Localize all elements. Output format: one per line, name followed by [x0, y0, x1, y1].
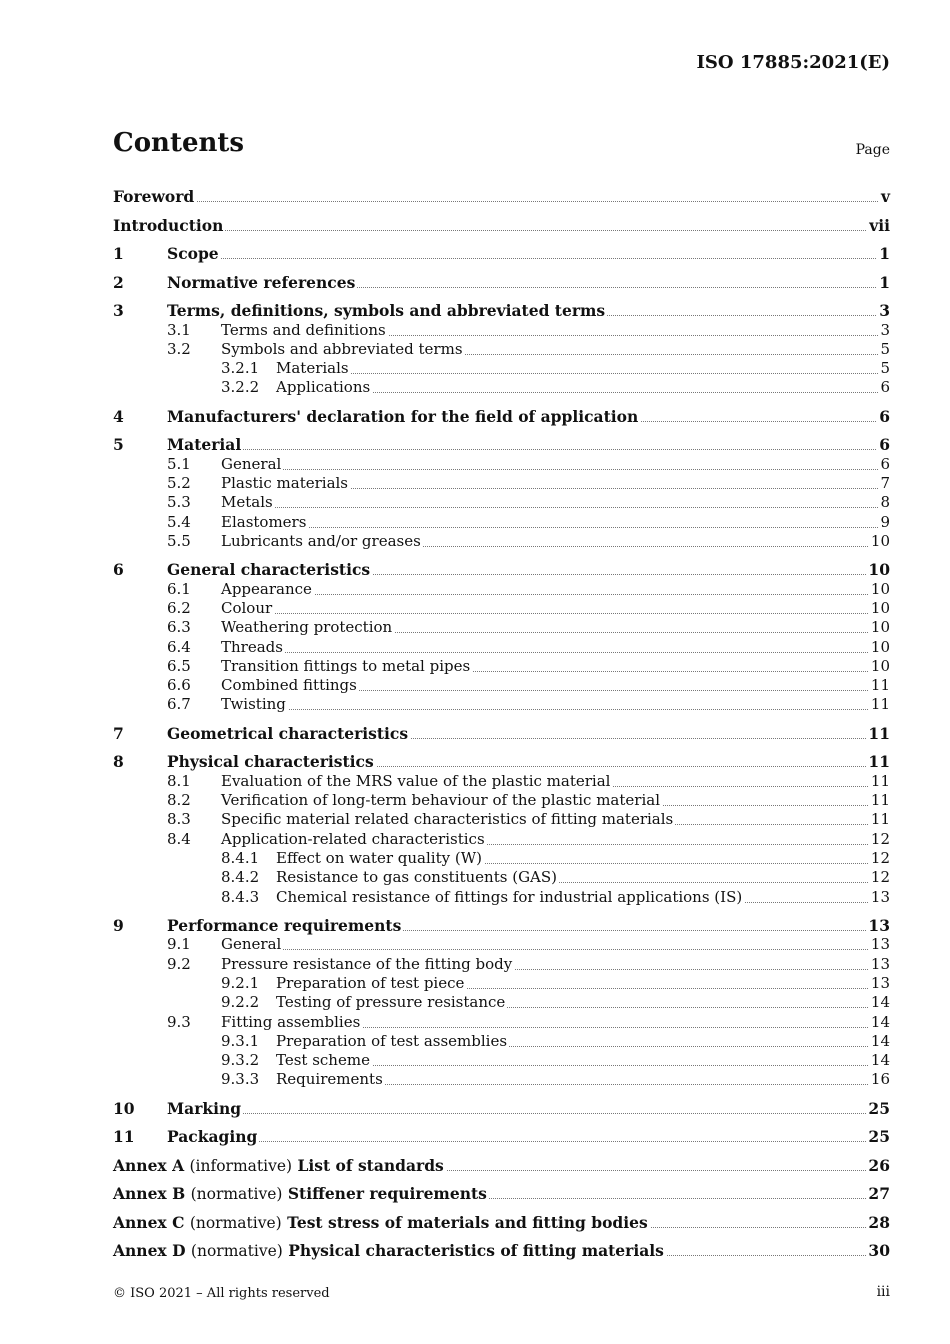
toc-annex-entry[interactable]: [113, 1184, 890, 1204]
toc-entry-number: 9: [113, 915, 124, 935]
toc-entry[interactable]: [113, 599, 890, 618]
toc-dot-leader: [221, 592, 890, 595]
page-title: Contents: [113, 128, 245, 158]
toc-annex-entry[interactable]: [113, 1213, 890, 1233]
toc-entry-title[interactable]: Symbols and abbreviated terms: [221, 339, 463, 358]
toc-entry-title[interactable]: Physical characteristics: [167, 752, 374, 772]
table-of-contents: [113, 184, 890, 1261]
toc-dot-leader: [221, 467, 890, 470]
toc-entry-number: 6.4: [167, 637, 191, 656]
toc-entry-title[interactable]: [113, 1241, 666, 1261]
toc-page-number: 11: [870, 810, 890, 829]
toc-entry-number: 9.2.2: [221, 993, 260, 1012]
toc-page-number: 13: [870, 973, 890, 992]
toc-entry[interactable]: [113, 868, 890, 887]
toc-dot-leader: [221, 650, 890, 653]
toc-entry[interactable]: [113, 244, 890, 264]
toc-entry[interactable]: [113, 772, 890, 791]
toc-entry-number: 6.3: [167, 618, 191, 637]
toc-entry[interactable]: [113, 1070, 890, 1089]
toc-dot-leader: [221, 505, 890, 508]
toc-page-number: 1: [879, 272, 890, 292]
toc-page-number: 12: [870, 868, 890, 887]
toc-page-number: 16: [870, 1070, 890, 1089]
toc-entry-number: 9.2: [167, 954, 191, 973]
toc-page-number: 6: [879, 435, 890, 455]
toc-entry[interactable]: [113, 724, 890, 744]
toc-dot-leader: [221, 525, 890, 528]
toc-entry[interactable]: [113, 513, 890, 532]
toc-entry[interactable]: [113, 618, 890, 637]
toc-dot-leader: [167, 1139, 890, 1142]
toc-entry[interactable]: [113, 888, 890, 907]
toc-page-number: 7: [880, 473, 890, 492]
toc-page-number: 25: [868, 1127, 890, 1147]
toc-entry-number: 6.6: [167, 676, 191, 695]
toc-entry-title[interactable]: Metals: [221, 493, 273, 512]
toc-entry-title[interactable]: Foreword: [113, 187, 195, 206]
toc-page-number: 11: [868, 752, 890, 772]
toc-entry-title[interactable]: Manufacturers' declaration for the field of application: [167, 406, 639, 426]
toc-entry-number: 5.2: [167, 473, 191, 492]
toc-page-number: 10: [870, 579, 890, 598]
toc-entry-title[interactable]: Threads: [221, 637, 283, 656]
toc-page-number: 12: [870, 829, 890, 848]
toc-entry[interactable]: [113, 321, 890, 340]
toc-entry-title[interactable]: Pressure resistance of the fitting body: [221, 954, 513, 973]
toc-entry-number: 3.1: [167, 320, 191, 339]
toc-page-number: 3: [880, 320, 890, 339]
toc-entry[interactable]: [113, 955, 890, 974]
toc-page-number: 5: [880, 339, 890, 358]
toc-dot-leader: [221, 611, 890, 614]
toc-entry-title[interactable]: General characteristics: [167, 560, 371, 580]
toc-entry-number: 9.3.3: [221, 1070, 260, 1089]
annex-title: Stiffener requirements: [287, 1184, 487, 1204]
toc-entry-number: 5: [113, 435, 124, 455]
toc-page-number: 26: [868, 1155, 890, 1175]
toc-page-number: 13: [870, 935, 890, 954]
toc-page-number: 11: [870, 771, 890, 790]
page-column-label: Page: [855, 142, 890, 158]
toc-entry-number: 6.5: [167, 656, 191, 675]
toc-page-number: 14: [870, 1031, 890, 1050]
toc-entry-number: 6: [113, 560, 124, 580]
toc-entry[interactable]: [113, 301, 890, 321]
toc-entry-number: 4: [113, 406, 124, 426]
toc-entry[interactable]: [113, 810, 890, 829]
toc-entry-title[interactable]: Marking: [167, 1098, 242, 1118]
toc-entry[interactable]: [113, 791, 890, 810]
toc-entry[interactable]: [113, 216, 890, 236]
toc-entry-number: 5.4: [167, 512, 191, 531]
toc-entry-title[interactable]: Plastic materials: [221, 473, 349, 492]
toc-page-number: 10: [870, 656, 890, 675]
toc-entry-title[interactable]: General: [221, 935, 282, 954]
toc-entry[interactable]: [113, 435, 890, 455]
toc-dot-leader: [113, 228, 890, 231]
toc-entry-number: 8.2: [167, 791, 191, 810]
toc-page-number: 6: [879, 406, 890, 426]
toc-entry-title[interactable]: Transition fittings to metal pipes: [221, 656, 471, 675]
toc-entry[interactable]: [113, 455, 890, 474]
annex-label: Annex B: [113, 1184, 186, 1204]
toc-entry-title[interactable]: Chemical resistance of fittings for industrial applications (IS): [276, 887, 743, 906]
toc-entry[interactable]: [113, 474, 890, 493]
toc-page-number: 5: [880, 359, 890, 378]
toc-page-number: 11: [870, 676, 890, 695]
toc-entry-title[interactable]: Introduction: [113, 215, 224, 235]
toc-page-number: 14: [870, 1012, 890, 1031]
copyright-notice: © ISO 2021 – All rights reserved: [113, 1286, 330, 1301]
toc-entry-number: 7: [113, 723, 124, 743]
toc-entry-title[interactable]: Terms and definitions: [221, 320, 386, 339]
toc-entry-title[interactable]: Scope: [167, 244, 219, 263]
toc-page-number: v: [880, 187, 890, 206]
toc-entry[interactable]: [113, 378, 890, 397]
toc-entry[interactable]: [113, 273, 890, 293]
toc-page-number: 27: [868, 1184, 890, 1204]
toc-entry-number: 10: [113, 1098, 135, 1118]
toc-entry-number: 1: [113, 244, 124, 263]
toc-entry-title[interactable]: Test scheme: [276, 1051, 370, 1070]
toc-page-number: 6: [880, 454, 890, 473]
toc-page-number: 14: [870, 993, 890, 1012]
annex-title: Physical characteristics of fitting materials: [288, 1241, 664, 1261]
toc-page-number: 11: [868, 723, 890, 743]
toc-page-number: 13: [870, 954, 890, 973]
annex-title: Test stress of materials and fitting bodies: [287, 1212, 648, 1232]
toc-entry-number: 9.3.1: [221, 1031, 260, 1050]
toc-page-number: 25: [868, 1098, 890, 1118]
toc-dot-leader: [221, 707, 890, 710]
toc-entry[interactable]: [113, 1013, 890, 1032]
toc-entry-title[interactable]: Evaluation of the MRS value of the plastic material: [221, 771, 611, 790]
toc-entry-title[interactable]: Materials: [276, 359, 349, 378]
toc-page-number: 10: [870, 531, 890, 550]
toc-entry-title[interactable]: Resistance to gas constituents (GAS): [276, 868, 558, 887]
toc-entry[interactable]: [113, 695, 890, 714]
toc-entry-number: 8.3: [167, 810, 191, 829]
toc-page-number: 28: [868, 1212, 890, 1232]
toc-entry[interactable]: [113, 187, 890, 207]
toc-entry-title[interactable]: Appearance: [221, 579, 312, 598]
toc-entry-number: 3.2: [167, 339, 191, 358]
toc-entry-title[interactable]: Verification of long-term behaviour of the plastic material: [221, 791, 660, 810]
toc-page-number: 8: [880, 493, 890, 512]
toc-entry[interactable]: [113, 532, 890, 551]
toc-entry-title[interactable]: Weathering protection: [221, 618, 393, 637]
toc-entry[interactable]: [113, 1099, 890, 1119]
annex-kind: (informative): [189, 1156, 293, 1175]
toc-entry-title[interactable]: Testing of pressure resistance: [276, 993, 506, 1012]
toc-entry-number: 8.1: [167, 771, 191, 790]
toc-entry-number: 6.2: [167, 598, 191, 617]
annex-kind: (normative): [189, 1213, 282, 1232]
toc-annex-entry[interactable]: [113, 1241, 890, 1261]
toc-entry[interactable]: [113, 1051, 890, 1070]
toc-entry-title[interactable]: Colour: [221, 598, 273, 617]
toc-entry-number: 3.2.1: [221, 359, 260, 378]
toc-page-number: 13: [870, 887, 890, 906]
toc-page-number: 6: [880, 378, 890, 397]
toc-entry-number: 8.4.2: [221, 868, 260, 887]
toc-entry[interactable]: [113, 974, 890, 993]
toc-entry-title[interactable]: Twisting: [221, 695, 286, 714]
toc-entry[interactable]: [113, 359, 890, 378]
annex-kind: (normative): [190, 1185, 283, 1204]
toc-entry-title[interactable]: Geometrical characteristics: [167, 723, 409, 743]
toc-entry-title[interactable]: [113, 1156, 446, 1176]
toc-page-number: 10: [870, 637, 890, 656]
toc-entry-title[interactable]: Effect on water quality (W): [276, 848, 482, 867]
toc-entry-title[interactable]: Applications: [276, 378, 371, 397]
annex-kind: (normative): [190, 1242, 283, 1261]
toc-page-number: 14: [870, 1051, 890, 1070]
toc-entry-title[interactable]: Performance requirements: [167, 915, 402, 935]
toc-entry-number: 5.1: [167, 454, 191, 473]
page-number: iii: [876, 1284, 890, 1300]
toc-page-number: 13: [868, 915, 890, 935]
toc-entry-number: 6.1: [167, 579, 191, 598]
toc-entry-number: 3: [113, 301, 124, 320]
standard-number: ISO 17885:2021(E): [696, 52, 890, 73]
toc-entry[interactable]: [113, 676, 890, 695]
toc-entry[interactable]: [113, 493, 890, 512]
annex-title: List of standards: [297, 1155, 444, 1175]
toc-entry-number: 8.4: [167, 829, 191, 848]
toc-page-number: 10: [870, 598, 890, 617]
annex-label: Annex D: [113, 1241, 186, 1261]
toc-page-number: 11: [870, 695, 890, 714]
toc-entry-title[interactable]: Fitting assemblies: [221, 1012, 361, 1031]
toc-entry[interactable]: [113, 580, 890, 599]
annex-label: Annex C: [113, 1212, 185, 1232]
toc-entry-title[interactable]: Normative references: [167, 272, 356, 292]
toc-page-number: 3: [879, 301, 890, 320]
toc-entry[interactable]: [113, 657, 890, 676]
annex-label: Annex A: [113, 1155, 185, 1175]
toc-entry[interactable]: [113, 560, 890, 580]
toc-entry-title[interactable]: Requirements: [276, 1070, 383, 1089]
toc-entry-number: 3.2.2: [221, 378, 260, 397]
toc-page-number: 12: [870, 848, 890, 867]
toc-entry[interactable]: [113, 849, 890, 868]
toc-entry[interactable]: [113, 830, 890, 849]
toc-entry[interactable]: [113, 916, 890, 936]
toc-entry-title[interactable]: Material: [167, 435, 242, 455]
toc-entry[interactable]: [113, 1127, 890, 1147]
toc-entry[interactable]: [113, 638, 890, 657]
toc-dot-leader: [167, 1111, 890, 1114]
toc-entry-number: 8: [113, 752, 124, 772]
toc-entry[interactable]: [113, 1032, 890, 1051]
toc-dot-leader: [276, 371, 890, 374]
toc-entry-title[interactable]: Lubricants and/or greases: [221, 531, 421, 550]
toc-entry-title[interactable]: Preparation of test piece: [276, 973, 465, 992]
toc-entry-title[interactable]: Application-related characteristics: [221, 829, 485, 848]
toc-entry-number: 5.5: [167, 531, 191, 550]
toc-page-number: 30: [868, 1241, 890, 1261]
toc-dot-leader: [221, 947, 890, 950]
toc-entry-number: 9.2.1: [221, 973, 260, 992]
toc-entry-title[interactable]: Elastomers: [221, 512, 307, 531]
toc-entry[interactable]: [113, 407, 890, 427]
toc-page-number: 10: [870, 618, 890, 637]
toc-dot-leader: [167, 256, 890, 259]
toc-entry-number: 9.3.2: [221, 1051, 260, 1070]
toc-entry-number: 8.4.1: [221, 848, 260, 867]
toc-entry-number: 9.1: [167, 935, 191, 954]
toc-entry-title[interactable]: General: [221, 454, 282, 473]
toc-page-number: 11: [870, 791, 890, 810]
toc-entry-title[interactable]: Combined fittings: [221, 676, 357, 695]
toc-entry-title[interactable]: [113, 1213, 650, 1233]
toc-dot-leader: [167, 447, 890, 450]
toc-entry[interactable]: [113, 752, 890, 772]
toc-page-number: 1: [879, 244, 890, 263]
toc-page-number: 9: [880, 512, 890, 531]
toc-entry[interactable]: [113, 935, 890, 954]
toc-entry-number: 8.4.3: [221, 887, 260, 906]
toc-entry-number: 5.3: [167, 493, 191, 512]
toc-entry-number: 9.3: [167, 1012, 191, 1031]
toc-entry-title[interactable]: Preparation of test assemblies: [276, 1031, 508, 1050]
toc-page-number: vii: [869, 215, 890, 235]
toc-entry-number: 6.7: [167, 695, 191, 714]
toc-entry-title[interactable]: Packaging: [167, 1127, 258, 1147]
toc-entry-number: 2: [113, 272, 124, 292]
toc-entry[interactable]: [113, 993, 890, 1012]
toc-entry-title[interactable]: Terms, definitions, symbols and abbreviated terms: [167, 301, 606, 320]
toc-entry[interactable]: [113, 340, 890, 359]
toc-entry-title[interactable]: Specific material related characteristics of fitting materials: [221, 810, 674, 829]
toc-entry-title[interactable]: [113, 1184, 489, 1204]
toc-entry-number: 11: [113, 1127, 135, 1147]
toc-annex-entry[interactable]: [113, 1156, 890, 1176]
toc-dot-leader: [113, 199, 890, 202]
toc-page-number: 10: [868, 560, 890, 580]
